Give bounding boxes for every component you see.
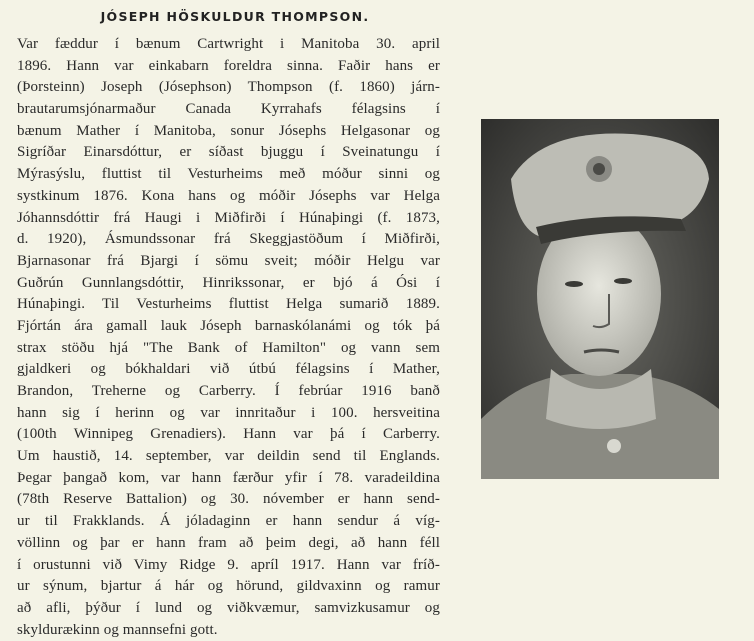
text-line: brautarumsjónarmaður Canada Kyrrahafs félagsins í [17, 101, 440, 118]
text-line: Jóhannsdóttir frá Haugi i Miðfirði í Húnaþingi (f. 1873, [17, 209, 440, 226]
text-line: að afli, þýður í lund og viðkvæmur, samvizkusamur og [17, 599, 440, 616]
text-line: Fjórtán ára gamall lauk Jóseph barnaskólanámi og tók þá [17, 317, 440, 334]
text-line: 1896. Hann var einkabarn foreldra sinna. Faðir hans er [17, 57, 440, 74]
text-line: ur sýnum, bjartur á hár og hörund, gildvaxinn og ramur [17, 578, 440, 595]
text-line: Guðrún Gunnlangsdóttir, Hinrikssonar, er bjó á Ósi í [17, 274, 440, 291]
text-line: bænum Mather í Manitoba, sonur Jósephs Helgasonar og [17, 122, 440, 139]
text-line: í orustunni við Vimy Ridge 9. apríl 1917. Hann var fríð- [17, 556, 440, 573]
page-title: JÓSEPH HÖSKULDUR THOMPSON. [100, 9, 370, 24]
text-line: Bjarnasonar frá Bjargi í sömu sveit; móðir Helgu var [17, 252, 440, 269]
text-line: Þegar þangað kom, var hann færður yfir í 78. varadeildina [17, 469, 440, 486]
text-line: (Þorsteinn) Joseph (Jósephson) Thompson (f. 1860) járn- [17, 79, 440, 96]
text-line: (100th Winnipeg Grenadiers). Hann var þá í Carberry. [17, 426, 440, 443]
text-line: d. 1920), Ásmundssonar frá Skeggjastöðum í Miðfirði, [17, 231, 440, 248]
text-line: hann sig í herinn og var innritaður i 100. hersveitina [17, 404, 440, 421]
text-line: (78th Reserve Battalion) og 30. nóvember er hann send- [17, 491, 440, 508]
text-line: Brandon, Treherne og Carberry. Í febrúar 1916 banð [17, 383, 440, 399]
text-line: systkinum 1876. Kona hans og móðir Jósephs var Helga [17, 187, 440, 204]
text-line: Um haustið, 14. september, var deildin send til Englands. [17, 448, 440, 465]
text-line: völlinn og þar er hann fram að þeim degi, að hann féll [17, 534, 440, 551]
text-line: Var fæddur í bænum Cartwright i Manitoba 30. april [17, 36, 440, 52]
text-line: Sigríðar Einarsdóttur, er síðast bjuggu í Sveinatungu í [17, 144, 440, 161]
text-line: Húnaþingi. Til Vesturheims fluttist Helga sumarið 1889. [17, 296, 440, 313]
text-line: ur til Frakklands. Á jóladaginn er hann sendur á víg- [17, 513, 440, 530]
text-line: gjaldkeri og bókhaldari við útbú félagsins í Mather, [17, 361, 440, 378]
portrait-photo [481, 119, 719, 479]
text-line: strax stöðu hjá "The Bank of Hamilton" og vann sem [17, 339, 440, 356]
text-line: Mýrasýslu, fluttist til Vesturheims með móður sinni og [17, 166, 440, 183]
text-line: skyldurækinn og mannsefni gott. [17, 621, 218, 638]
